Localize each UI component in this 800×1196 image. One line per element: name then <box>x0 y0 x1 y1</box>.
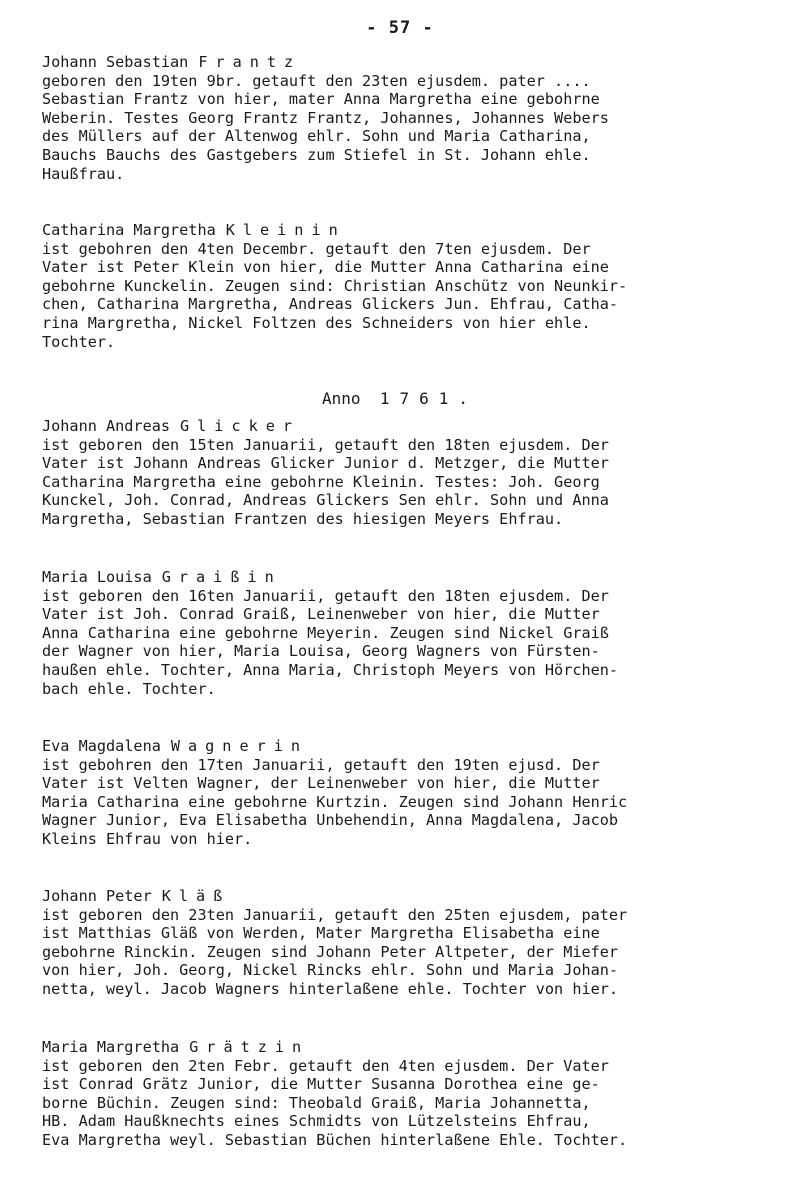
entry-line: Margretha, Sebastian Frantzen des hiesigen Meyers Ehfrau. <box>42 509 564 528</box>
given-name: Catharina Margretha <box>42 221 216 239</box>
entry-line: ist geboren den 2ten Febr. getauft den 4ten ejusdem. Der Vater <box>42 1056 609 1075</box>
entry-line: Tochter. <box>42 332 116 351</box>
surname: Glicker <box>180 417 301 435</box>
entry-heading <box>42 1038 794 1057</box>
entry-line: HB. Adam Haußknechts eines Schmidts von Lützelsteins Ehfrau, <box>42 1112 591 1131</box>
entry-heading <box>42 53 794 72</box>
given-name: Eva Magdalena <box>42 737 161 755</box>
entry-heading <box>42 417 794 436</box>
baptism-entry <box>42 221 794 351</box>
entry-line: haußen ehle. Tochter, Anna Maria, Christoph Meyers von Hörchen- <box>42 660 619 679</box>
entry-line: der Wagner von hier, Maria Louisa, Georg Wagners von Fürsten- <box>42 642 600 661</box>
entry-line: Weberin. Testes Georg Frantz Frantz, Johannes, Johannes Webers <box>42 108 609 127</box>
entry-line: netta, weyl. Jacob Wagners hinterlaßene ehle. Tochter von hier. <box>42 979 619 998</box>
given-name: Johann Sebastian <box>42 53 189 71</box>
given-name: Maria Louisa <box>42 568 152 586</box>
entry-line: chen, Catharina Margretha, Andreas Glickers Jun. Ehfrau, Catha- <box>42 295 619 314</box>
given-name: Maria Margretha <box>42 1038 180 1056</box>
entry-line: Wagner Junior, Eva Elisabetha Unbehendin, Anna Magdalena, Jacob <box>42 811 619 830</box>
given-name: Johann Andreas <box>42 417 171 435</box>
year-prefix: Anno <box>322 389 361 408</box>
entry-line: Anna Catharina eine gebohrne Meyerin. Zeugen sind Nickel Graiß <box>42 623 609 642</box>
entry-line: ist Conrad Grätz Junior, die Mutter Susanna Dorothea eine ge- <box>42 1075 600 1094</box>
given-name: Johann Peter <box>42 887 152 905</box>
entry-line: Maria Catharina eine gebohrne Kurtzin. Zeugen sind Johann Henric <box>42 792 628 811</box>
entry-line: rina Margretha, Nickel Foltzen des Schneiders von hier ehle. <box>42 313 591 332</box>
entry-heading <box>42 737 794 756</box>
entry-line: Vater ist Johann Andreas Glicker Junior d. Metzger, die Mutter <box>42 454 609 473</box>
entry-heading <box>42 221 794 240</box>
surname: Wagnerin <box>170 737 309 755</box>
entry-line: Eva Margretha weyl. Sebastian Büchen hinterlaßene Ehle. Tochter. <box>42 1130 628 1149</box>
entry-line: ist geboren den 23ten Januarii, getauft den 25ten ejusdem, pater <box>42 905 628 924</box>
entry-line: bach ehle. Tochter. <box>42 679 216 698</box>
entry-line: Bauchs Bauchs des Gastgebers zum Stiefel in St. Johann ehle. <box>42 145 591 164</box>
entry-heading <box>42 568 794 587</box>
entry-line: ist gebohren den 4ten Decembr. getauft den 7ten ejusdem. Der <box>42 239 591 258</box>
entry-line: des Müllers auf der Altenwog ehlr. Sohn und Maria Catharina, <box>42 127 591 146</box>
entry-line: ist Matthias Gläß von Werden, Mater Margretha Elisabetha eine <box>42 924 600 943</box>
baptism-entry <box>42 53 794 183</box>
surname: Graißin <box>161 568 282 586</box>
baptism-entry <box>42 417 794 529</box>
surname: Frantz <box>198 53 302 71</box>
surname: Grätzin <box>189 1038 310 1056</box>
entry-line: ist gebohren den 17ten Januarii, getauft den 19ten ejusd. Der <box>42 755 600 774</box>
entry-line: gebohrne Kunckelin. Zeugen sind: Christian Anschütz von Neunkir- <box>42 276 628 295</box>
baptism-entry <box>42 568 794 698</box>
entry-line: Vater ist Joh. Conrad Graiß, Leinenweber von hier, die Mutter <box>42 605 600 624</box>
entry-line: ist geboren den 15ten Januarii, getauft den 18ten ejusdem. Der <box>42 435 609 454</box>
year-heading <box>0 389 800 409</box>
page-number: - 57 - <box>366 18 434 38</box>
baptism-entry <box>42 737 794 849</box>
entry-line: borne Büchin. Zeugen sind: Theobald Graiß, Maria Johannetta, <box>42 1093 591 1112</box>
entry-line: Sebastian Frantz von hier, mater Anna Margretha eine gebohrne <box>42 90 600 109</box>
year-value: 1761. <box>379 389 478 408</box>
entry-line: von hier, Joh. Georg, Nickel Rincks ehlr. Sohn und Maria Johan- <box>42 961 619 980</box>
entry-heading <box>42 887 794 906</box>
surname: Kleinin <box>225 221 346 239</box>
entry-line: Vater ist Velten Wagner, der Leinenweber von hier, die Mutter <box>42 774 600 793</box>
entry-line: gebohrne Rinckin. Zeugen sind Johann Peter Altpeter, der Miefer <box>42 942 619 961</box>
entry-line: Kunckel, Joh. Conrad, Andreas Glickers Sen ehlr. Sohn und Anna <box>42 491 609 510</box>
entry-line: Haußfrau. <box>42 164 125 183</box>
entry-line: Vater ist Peter Klein von hier, die Mutter Anna Catharina eine <box>42 258 609 277</box>
entry-line: Catharina Margretha eine gebohrne Kleinin. Testes: Joh. Georg <box>42 472 600 491</box>
surname: Kläß <box>161 887 231 905</box>
entry-line: geboren den 19ten 9br. getauft den 23ten ejusdem. pater .... <box>42 71 591 90</box>
baptism-entry <box>42 1038 794 1150</box>
entry-line: ist geboren den 16ten Januarii, getauft den 18ten ejusdem. Der <box>42 586 609 605</box>
baptism-entry <box>42 887 794 999</box>
entry-line: Kleins Ehfrau von hier. <box>42 829 253 848</box>
